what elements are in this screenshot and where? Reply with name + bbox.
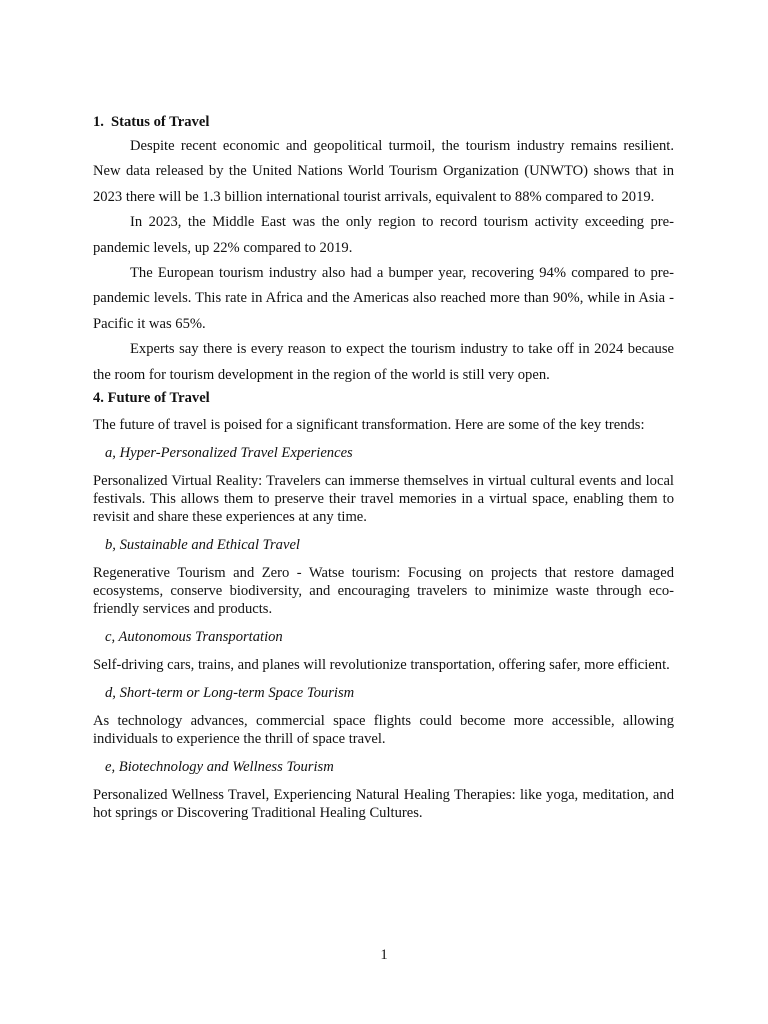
section-1-heading xyxy=(93,113,674,132)
section-1-number: 1. xyxy=(93,114,104,130)
trend-body: Self-driving cars, trains, and planes will revolutionize transportation, offering safer, more efficient. xyxy=(93,657,670,674)
trend-heading: e, Biotechnology and Wellness Tourism xyxy=(105,759,334,776)
trend-heading: a, Hyper-Personalized Travel Experiences xyxy=(105,445,353,462)
trend-body: Personalized Virtual Reality: Travelers can immerse themselves in virtual cultural events and local festivals. This allows them to preserve their travel memories in a virtual space, enabling them to revisit and share these experiences at any time. xyxy=(93,473,674,526)
section-1-paragraph: In 2023, the Middle East was the only region to record tourism activity exceeding pre-pandemic levels, up 22% compared to 2019. xyxy=(93,214,674,256)
page-number: 1 xyxy=(380,947,388,963)
trend-body: Personalized Wellness Travel, Experiencing Natural Healing Therapies: like yoga, meditation, and hot springs or Discovering Traditional Healing Cultures. xyxy=(93,787,674,822)
trend-body: As technology advances, commercial space flights could become more accessible, allowing individuals to experience the thrill of space travel. xyxy=(93,713,674,748)
trend-body: Regenerative Tourism and Zero - Watse tourism: Focusing on projects that restore damaged ecosystems, conserve biodiversity, and encouraging travelers to minimize waste through eco-friendly services and products. xyxy=(93,565,674,618)
section-4-heading: 4. Future of Travel xyxy=(93,390,210,407)
document-page xyxy=(93,113,674,822)
trend-heading: d, Short-term or Long-term Space Tourism xyxy=(105,685,355,702)
section-1-paragraph: Experts say there is every reason to expect the tourism industry to take off in 2024 because the room for tourism development in the region of the world is still very open. xyxy=(93,341,674,383)
trend-heading: c, Autonomous Transportation xyxy=(105,629,283,646)
section-1-title: Status of Travel xyxy=(111,114,210,130)
section-4-intro: The future of travel is poised for a significant transformation. Here are some of the key trends: xyxy=(93,417,645,434)
section-1-paragraph: The European tourism industry also had a bumper year, recovering 94% compared to pre-pandemic levels. This rate in Africa and the Americas also reached more than 90%, while in Asia - Pacific it was 65%. xyxy=(93,265,674,332)
section-1-paragraph: Despite recent economic and geopolitical turmoil, the tourism industry remains resilient. New data released by the United Nations World Tourism Organization (UNWTO) shows that in 2023 there will be 1.3 billion international tourist arrivals, equivalent to 88% compared to 2019. xyxy=(93,138,674,205)
trend-heading: b, Sustainable and Ethical Travel xyxy=(105,537,300,554)
